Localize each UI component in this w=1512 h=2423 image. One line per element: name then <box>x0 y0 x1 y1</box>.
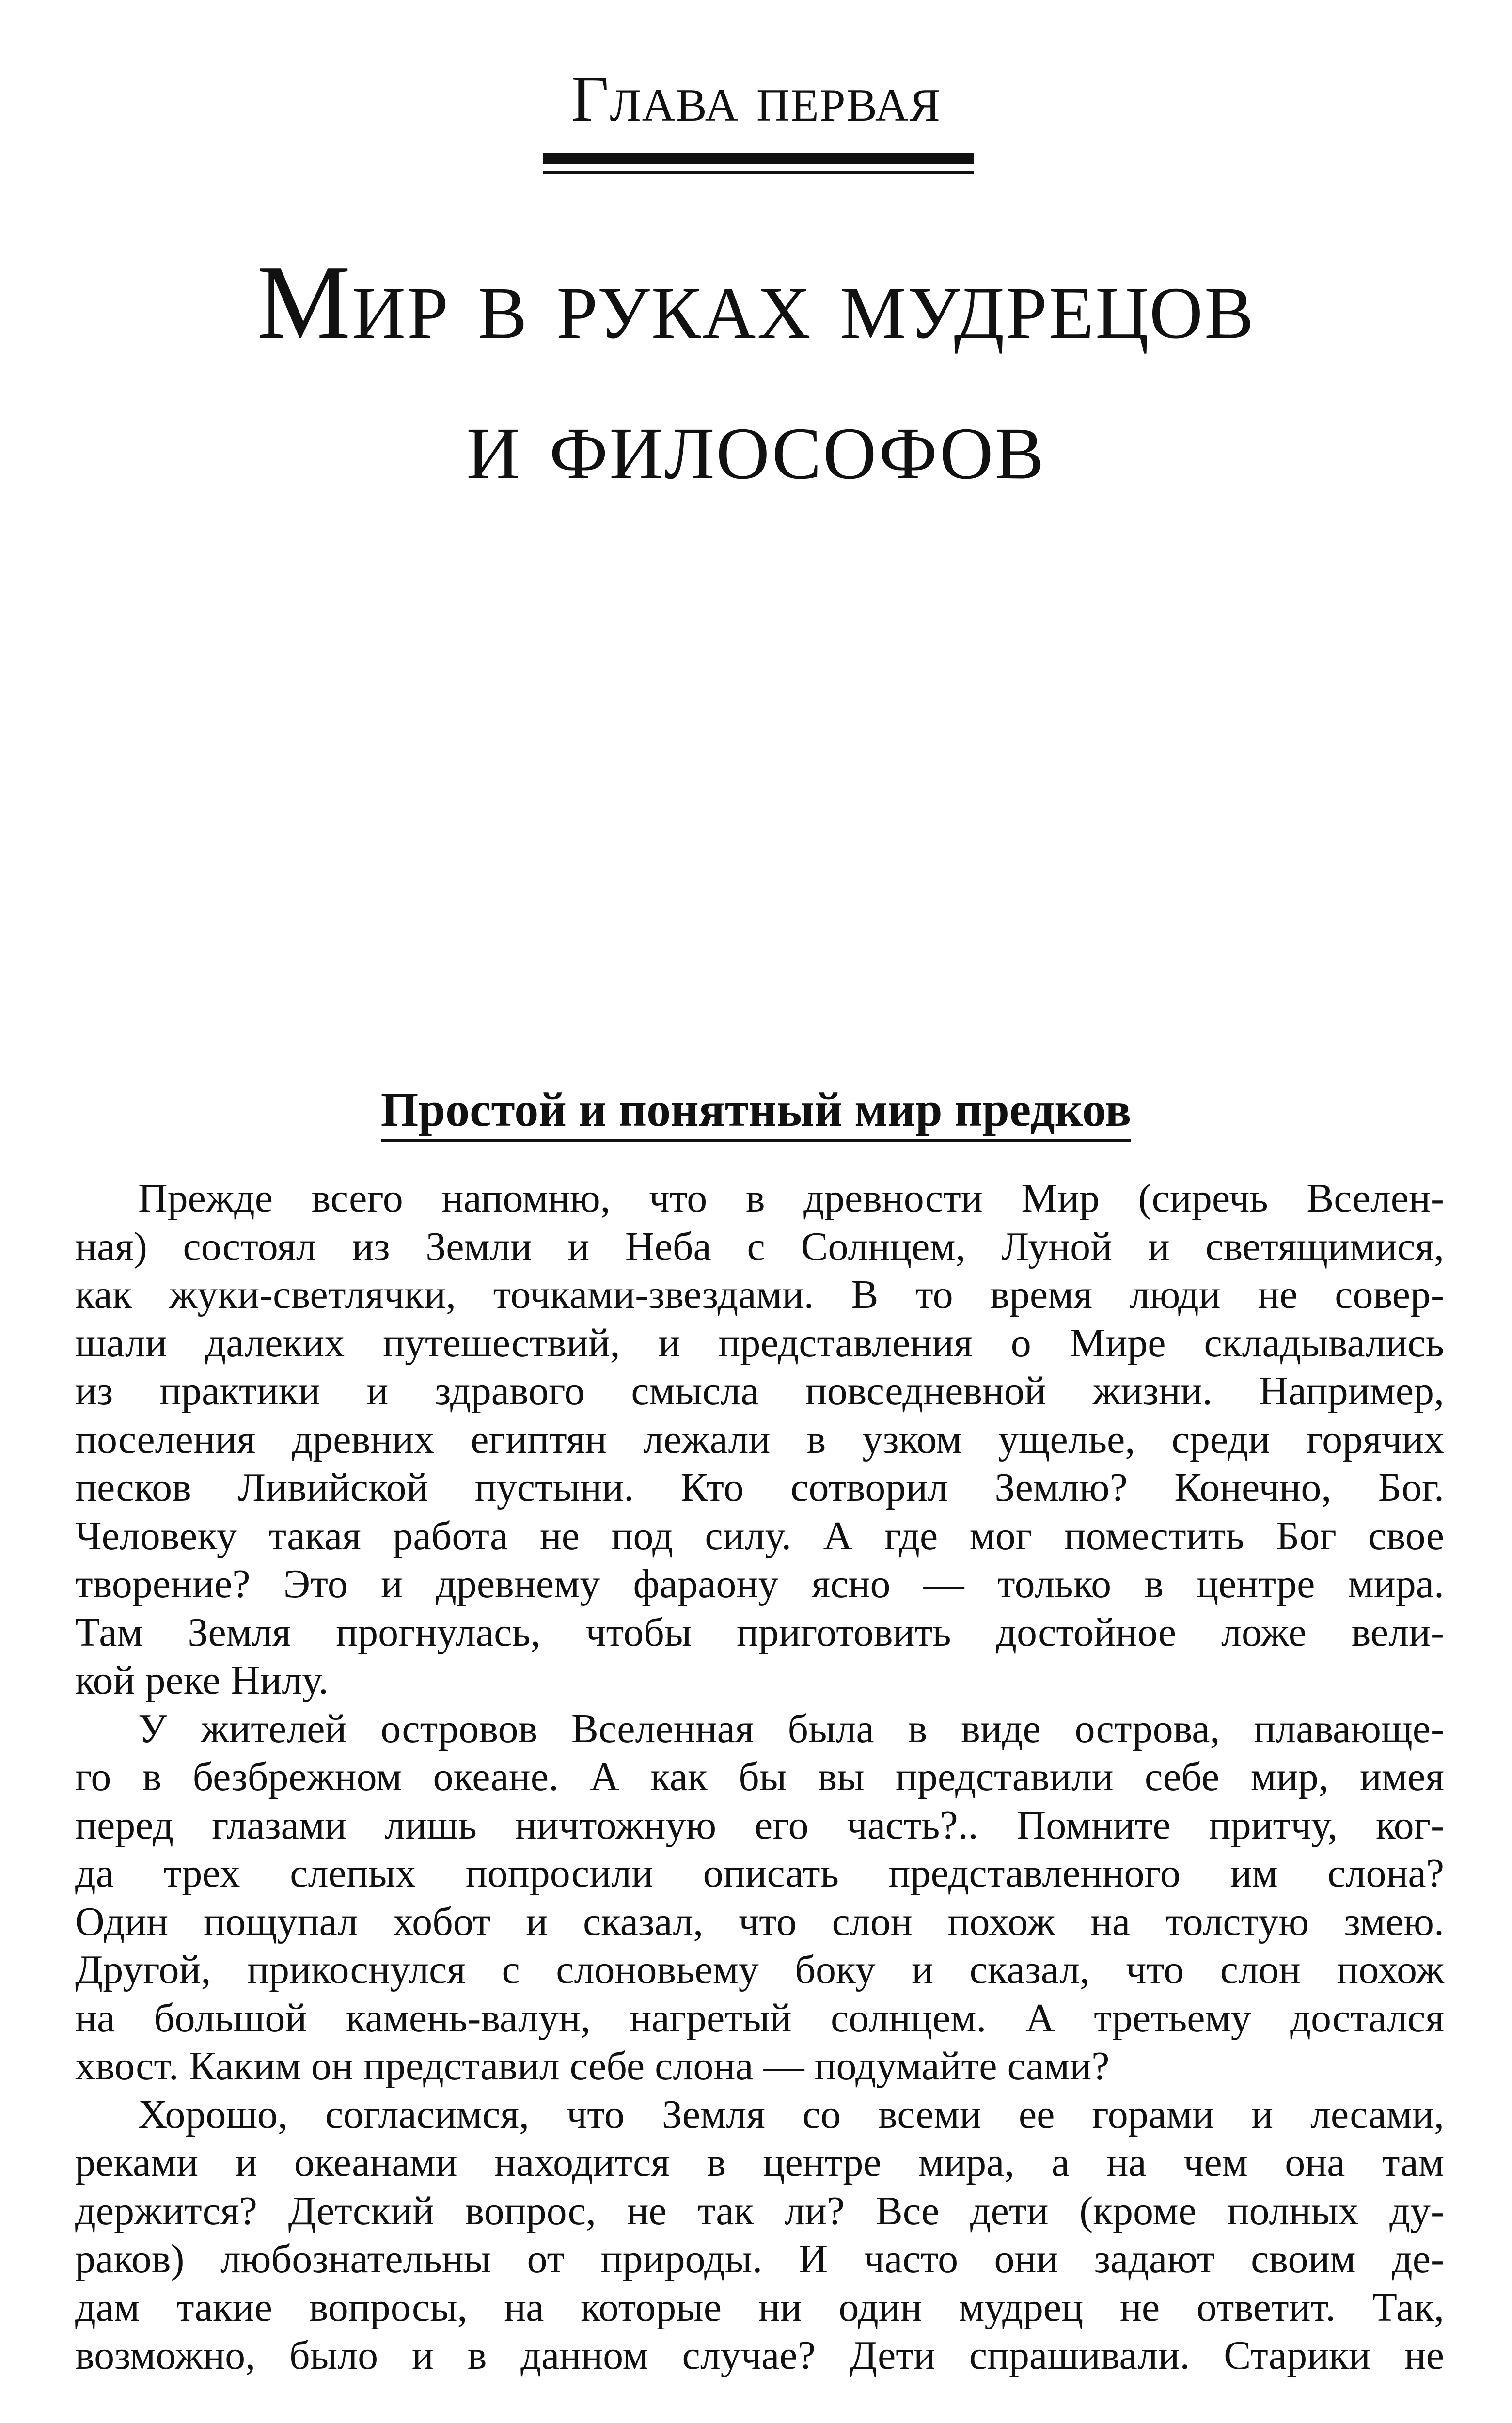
text-line: Один пощупал хобот и сказал, что слон похож на толстую змею. <box>75 1899 1444 1944</box>
paragraph-1 <box>75 1174 1444 1705</box>
chapter-rule-thick <box>543 153 974 164</box>
text-line: Хорошо, согласимся, что Земля со всеми ее горами и лесами, <box>138 2092 1444 2137</box>
text-line: Человеку такая работа не под силу. А где мог поместить Бог свое <box>75 1513 1444 1558</box>
paragraph-2 <box>75 1705 1444 2091</box>
text-line: творение? Это и древнему фараону ясно — только в центре мира. <box>75 1561 1444 1606</box>
section-heading-text: Простой и понятный мир предков <box>381 1083 1132 1142</box>
text-line: да трех слепых попросили описать представленного им слона? <box>75 1851 1444 1896</box>
text-line: ная) состоял из Земли и Неба с Солнцем, Луной и светящимися, <box>75 1224 1444 1269</box>
text-line: го в безбрежном океане. А как бы вы представили себе мир, имея <box>75 1754 1444 1799</box>
text-line: держится? Детский вопрос, не так ли? Все дети (кроме полных ду- <box>75 2188 1444 2234</box>
text-line: шали далеких путешествий, и представления о Мире складывались <box>75 1320 1444 1366</box>
text-line: Прежде всего напомню, что в древности Мир (сиречь Вселен- <box>138 1176 1444 1221</box>
section-heading <box>0 1078 1512 1141</box>
text-line: раков) любознательны от природы. И часто они задают своим де- <box>75 2236 1444 2281</box>
paragraph-3 <box>75 2091 1444 2380</box>
chapter-label: Глава первая <box>571 63 941 135</box>
text-line: Там Земля прогнулась, чтобы приготовить достойное ложе вели- <box>75 1609 1444 1655</box>
text-line: У жителей островов Вселенная была в виде острова, плавающе- <box>138 1706 1444 1751</box>
chapter-rule-thin <box>543 171 974 174</box>
text-line: поселения древних египтян лежали в узком ущелье, среди горячих <box>75 1416 1444 1462</box>
text-line: как жуки-светлячки, точками-звездами. В то время люди не совер- <box>75 1272 1444 1317</box>
text-line: кой реке Нилу. <box>75 1658 329 1703</box>
text-line: Другой, прикоснулся с слоновьему боку и сказал, что слон похож <box>75 1947 1444 1992</box>
text-line: из практики и здравого смысла повседневной жизни. Например, <box>75 1369 1444 1414</box>
chapter-title-line-1: Мир в руках мудрецов <box>256 244 1256 361</box>
text-line: на большой камень-валун, нагретый солнцем. А третьему достался <box>75 1995 1444 2041</box>
chapter-title-line-2: и философов <box>466 385 1046 502</box>
text-line: перед глазами лишь ничтожную его часть?.. Помните притчу, ког- <box>75 1802 1444 1848</box>
body-text <box>75 1174 1444 2380</box>
text-line: возможно, было и в данном случае? Дети спрашивали. Старики не <box>75 2333 1444 2378</box>
chapter-title <box>0 233 1512 514</box>
text-line: хвост. Каким он представил себе слона — подумайте сами? <box>75 2044 1110 2089</box>
text-line: дам такие вопросы, на которые ни один мудрец не ответит. Так, <box>75 2284 1444 2330</box>
text-line: реками и океанами находится в центре мира, а на чем она там <box>75 2140 1444 2185</box>
text-line: песков Ливийской пустыни. Кто сотворил Землю? Конечно, Бог. <box>75 1465 1444 1510</box>
